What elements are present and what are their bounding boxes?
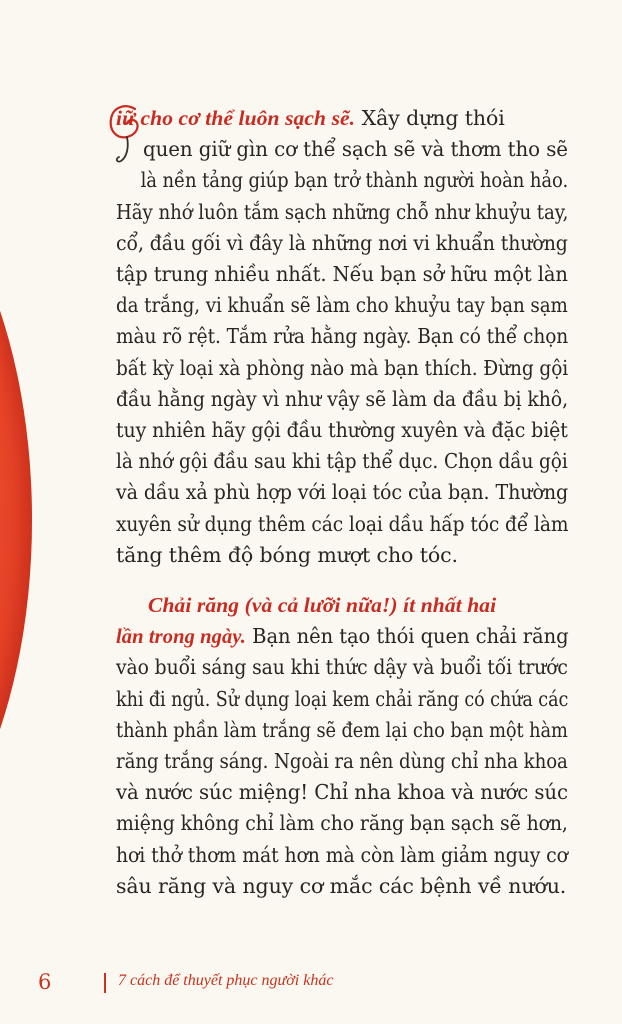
paragraph-line: da trắng, vi khuẩn sẽ làm cho khuỷu tay bạn sạm: [116, 293, 568, 318]
paragraph-line: và nước súc miệng! Chỉ nha khoa và nước súc: [116, 780, 568, 805]
paragraph-line: Hãy nhớ luôn tắm sạch những chỗ như khuỷu tay,: [116, 199, 569, 224]
paragraph-line: bất kỳ loại xà phòng nào mà bạn thích. Đừng gội: [116, 355, 569, 380]
paragraph-line: xuyên sử dụng thêm các loại dầu hấp tóc để làm: [116, 511, 569, 536]
section-hygiene: [116, 103, 568, 571]
footer-divider: [104, 973, 106, 993]
paragraph-line: hơi thở thơm mát hơn mà còn làm giảm nguy cơ: [116, 842, 568, 867]
paragraph-line: tuy nhiên hãy gội đầu thường xuyên và đặc biệt: [116, 418, 568, 443]
paragraph-line: cổ, đầu gối vì đây là những nơi vi khuẩn thường: [116, 230, 568, 255]
decorative-red-arc-shade: [0, 140, 32, 900]
paragraph-line: răng trắng sáng. Ngoài ra nên dùng chỉ nha khoa: [116, 749, 568, 774]
section-1-first-line: [116, 103, 568, 134]
paragraph-line: là nền tảng giúp bạn trở thành người hoàn hảo.: [140, 168, 569, 193]
section-teeth: [116, 590, 568, 902]
paragraph-line: tăng thêm độ bóng mượt cho tóc.: [116, 542, 458, 567]
paragraph-line: vào buổi sáng sau khi thức dậy và buổi tối trước: [116, 655, 568, 680]
paragraph-line: thành phần làm trắng sẽ đem lại cho bạn một hàm: [116, 717, 568, 742]
section-2-heading-part-1: Chải răng (và cả lưỡi nữa!) ít nhất hai: [148, 593, 497, 617]
paragraph-line: miệng không chỉ làm cho răng bạn sạch sẽ hơn,: [116, 811, 568, 836]
paragraph-line: và dầu xả phù hợp với loại tóc của bạn. Thường: [116, 480, 569, 505]
section-2-heading-line-2: [116, 621, 569, 652]
section-2-heading-part-2: lần trong ngày.: [116, 624, 247, 649]
running-book-title: 7 cách để thuyết phục người khác: [118, 972, 334, 989]
section-2-heading-line-1: [116, 590, 568, 621]
paragraph-line: sâu răng và nguy cơ mắc các bệnh về nướu.: [116, 873, 567, 898]
section-2-line-2-rest: Bạn nên tạo thói quen chải răng: [246, 624, 569, 649]
section-1-first-line-rest: Xây dựng thói: [355, 106, 505, 130]
paragraph-line: tập trung nhiều nhất. Nếu bạn sở hữu một làn: [116, 262, 568, 287]
page-number: 6: [38, 970, 52, 994]
paragraph-line: đầu hằng ngày vì như vậy sẽ làm da đầu bị khô,: [116, 386, 569, 411]
paragraph-line: màu rõ rệt. Tắm rửa hằng ngày. Bạn có thể chọn: [116, 324, 569, 349]
dropcap-letter: G: [114, 131, 115, 132]
paragraph-line: là nhớ gội đầu sau khi tập thể dục. Chọn dầu gội: [116, 449, 568, 474]
paragraph-line: khi đi ngủ. Sử dụng loại kem chải răng có chứa các: [116, 686, 569, 711]
paragraph-line: quen giữ gìn cơ thể sạch sẽ và thơm tho sẽ: [143, 137, 568, 162]
section-1-heading: iữ cho cơ thể luôn sạch sẽ.: [116, 106, 356, 130]
